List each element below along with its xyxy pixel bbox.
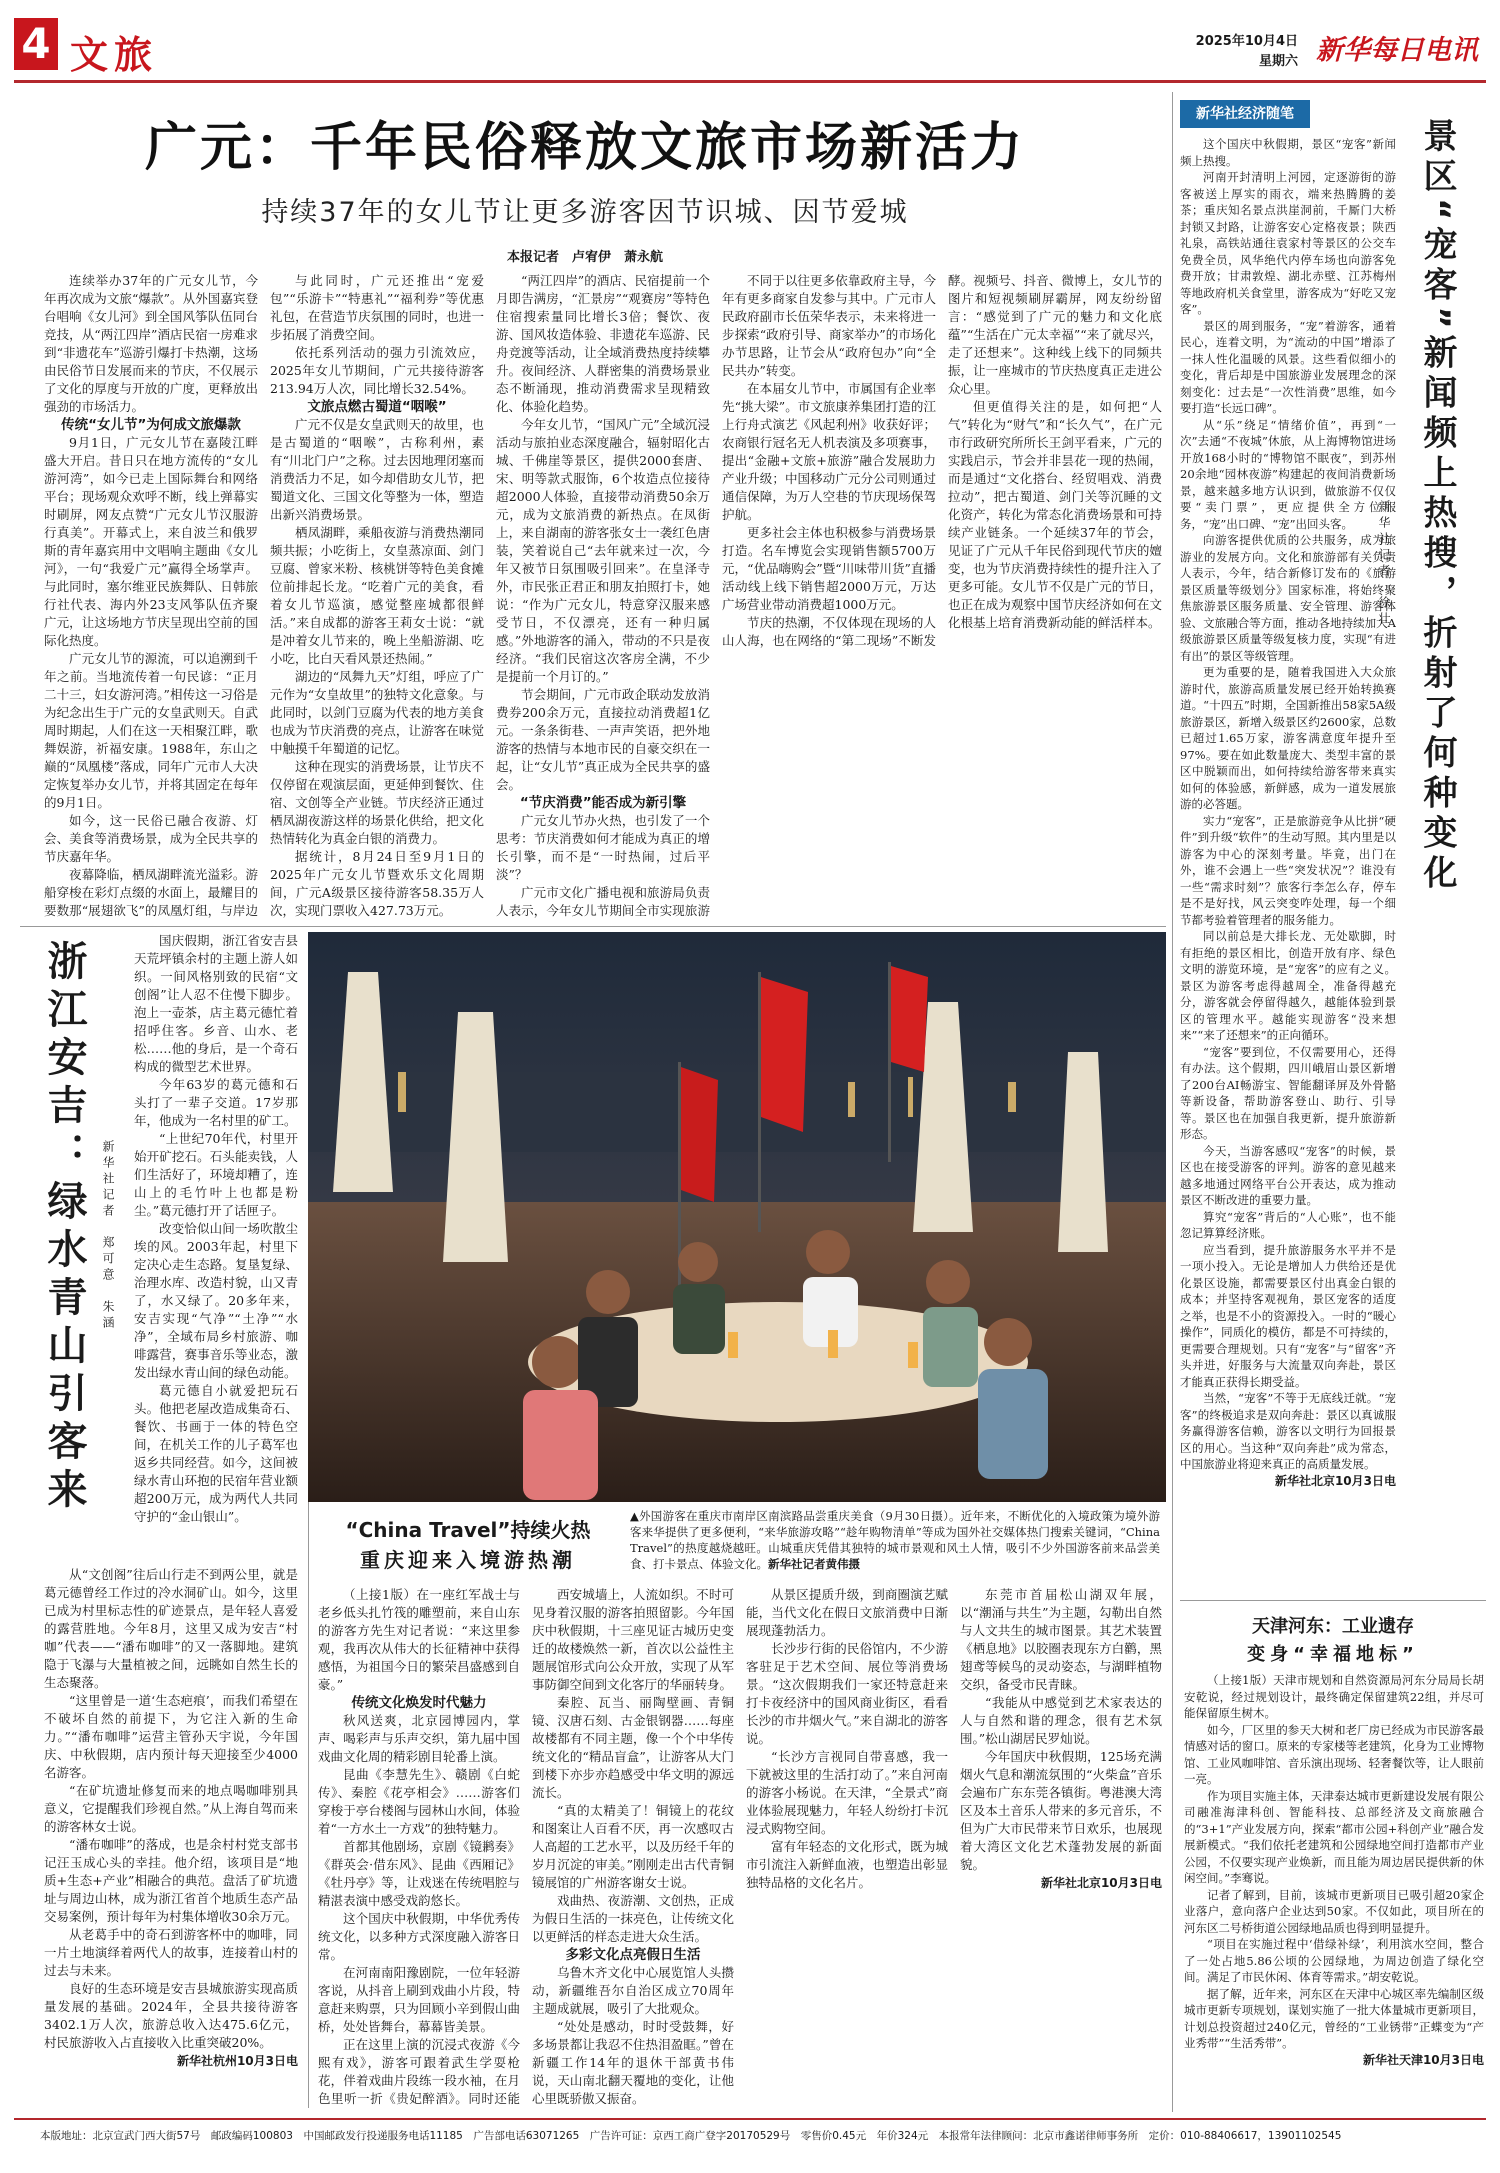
column-headline: 景区“宠客”新闻频上热搜，折射了何种变化 — [1417, 118, 1457, 895]
paragraph: 如今，厂区里的参天大树和老厂房已经成为市民游客最情感对话的窗口。原来的专家楼等老建筑，化身为工业博物馆、工业风咖啡馆、音乐演出现场、轻奢餐饮等，让人眼前一亮。 — [1184, 1722, 1484, 1786]
photo-caption-title-2: 重庆迎来入境游热潮 — [360, 1548, 576, 1572]
section-heading: 文旅点燃古蜀道“咽喉” — [307, 399, 447, 415]
paragraph: 乌鲁木齐文化中心展览馆人头攒动，新疆维吾尔自治区成立70周年主题成就展，吸引了大批观众。 — [532, 1965, 734, 2016]
zhejiang-col-1 — [134, 932, 298, 1560]
paragraph: 但更值得关注的是，如何把“人气”转化为“财气”和“长久气”，在广元市行政研究所所长王剑平看来，广元的实践启示，节会并非昙花一现的热闹，而是通过“文化搭台、经贸唱戏、消费拉动”，把古蜀道、剑门关等沉睡的文化资产，转化为常态化消费场景和可持续产业链条。一个延续37年的节会，见证了广元从千年民俗到现代节庆的嬗变，也为节庆消费持续性的提升注入了更多可能。女儿节不仅是广元的节日，也正在成为观察中国节庆经济如何在文化根基上培育消费新动能的鲜活样本。 — [948, 399, 1162, 630]
paragraph: 据统计，8月24日至9月1日的2025年广元女儿节暨欢乐文化周期间，广元A级景区接待游客58.35万人次，实现门票收入427.73万元。 — [270, 849, 484, 918]
paragraph: 算究“宠客”背后的“人心账”，也不能忽记算算经济账。 — [1180, 1209, 1396, 1240]
paragraph: 正在这里上演的沉浸式夜游《今熙有戏》，游客可跟着武生学耍枪花，伴着戏曲片段练一段水袖，在月色里听一折《贵妃醉酒》。同时还能 — [318, 2037, 520, 2106]
continued-col-2 — [532, 1586, 734, 2106]
tianjin-headline-1: 天津河东：工业遗存 — [1252, 1616, 1414, 1637]
photo-caption-title-1: “China Travel”持续火热 — [345, 1518, 591, 1542]
divider — [1172, 92, 1173, 2112]
paragraph: 广元女儿节办火热，也引发了一个思考：节庆消费如何才能成为真正的增长引擎，而不是“一时热闹，过后平淡”？ — [496, 813, 710, 882]
paragraph: 夜幕降临，栖凤湖畔流光溢彩。游船穿梭在彩灯点缀的水面上，最耀目的要数那“展翅欲飞”的凤凰灯组，与岸边 — [44, 867, 258, 918]
tianjin-headline-2: 变身“幸福地标” — [1247, 1644, 1419, 1665]
zhejiang-byline: 新华社记者 郑可意 朱涵 — [101, 1140, 115, 1332]
paragraph: 今年女儿节，“国风广元”全域沉浸活动与旅拍业态深度融合，辐射昭化古城、千佛崖等景区，提供2000套唐、宋、明等款式服饰，6个妆造点位接待超2000人体验，直接带动消费50余万元，成为文旅消费的新热点。在凤街上，来自湖南的游客张女士一袭红色唐装，笑着说自己“去年就来过一次，今年又被节日氛围吸引回来”。在皇泽寺外，市民张正君正和朋友拍照打卡，她说：“作为广元女儿，特意穿汉服来感受节日，不仅漂亮，还有一种归属感。”外地游客的涌入，带动的不只是夜经济。“我们民宿这次客房全满，不少是提前一个月订的。” — [496, 417, 710, 684]
paragraph: （上接1版）天津市规划和自然资源局河东分局局长胡安乾说，经过规划设计，最终确定保留建筑22组，并尽可能保留原生树木。 — [1184, 1673, 1484, 1720]
paragraph: 在河南南阳豫剧院，一位年轻游客说，从抖音上刷到戏曲小片段，特意赶来购票，只为回顾小辛到假山曲桥，处处皆舞台，幕幕皆美景。 — [318, 1965, 520, 2034]
paragraph: 节会期间，广元市政企联动发放消费券200余万元，直接拉动消费超1亿元。一条条街巷、一声声笑语，把外地游客的热情与本地市民的自豪交织在一起，让“女儿节”真正成为全民共享的盛会。 — [496, 687, 710, 792]
paragraph: 在本届女儿节中，市属国有企业率先“挑大梁”。市文旅康养集团打造的江上行舟式演艺《风起利州》收获好评；农商银行冠名无人机表演及多项赛事，提出“金融+文旅+旅游”融合发展助力产业升级；中国移动广元分公司则通过通信保障，为万人空巷的节庆现场保驾护航。 — [722, 381, 936, 522]
dateline: 新华社杭州10月3日电 — [176, 2054, 298, 2068]
paragraph: 戏曲热、夜游潮、文创热，正成为假日生活的一抹亮色，让传统文化以更鲜活的样态走进大众生活。 — [532, 1893, 734, 1944]
main-article-col-2 — [270, 272, 484, 920]
column-byline: 新华社记者 徐壮 — [1377, 500, 1391, 628]
paragraph: 从老葛手中的奇石到游客杯中的咖啡，同一片土地演绎着两代人的故事，连接着山村的过去与未来。 — [44, 1927, 298, 1978]
paragraph: 富有年轻态的文化形式，既为城市引流注入新鲜血液，也塑造出彰显独特品格的文化名片。 — [746, 1839, 948, 1890]
paragraph: “在矿坑遗址修复而来的地点喝咖啡别具意义，它提醒我们珍视自然。”从上海自驾而来的游客林女士说。 — [44, 1783, 298, 1834]
paragraph: “上世纪70年代，村里开始开矿挖石。石头能卖钱，人们生活好了，环境却糟了，连山上的毛竹叶上也都是粉尘。”葛元德打开了话匣子。 — [134, 1131, 298, 1218]
page-number: 4 — [14, 18, 58, 70]
main-subheadline: 持续37年的女儿节让更多游客因节识城、因节爱城 — [261, 197, 909, 228]
paragraph: 这种在现实的消费场景，让节庆不仅停留在观演层面，更延伸到餐饮、住宿、文创等全产业链。节庆经济正通过栖凤湖夜游这样的场景化供给，把文化热情转化为真金白银的消费力。 — [270, 759, 484, 846]
paragraph: 西安城墙上，人流如织。不时可见身着汉服的游客拍照留影。今年国庆中秋假期，十三座见证古城历史变迁的故楼焕然一新，首次以公益性主题展馆形式向公众开放，实现了从军事防御空间到文化客厅的华丽转身。 — [532, 1587, 734, 1692]
paragraph: 据了解，近年来，河东区在天津中心城区率先编制区级城市更新专项规划，谋划实施了一批大体量城市更新项目，计划总投资超过240亿元，曾经的“工业锈带”正蝶变为“产业秀带”“生活秀带”。 — [1184, 1986, 1484, 2050]
paragraph: 更为重要的是，随着我国进入大众旅游时代，旅游高质量发展已经开始转换赛道。“十四五”时期，全国新推出58家5A级旅游景区，新增入级景区约2600家，总数已超过1.65万家，游客满意度年提升至97%。要在如此数量庞大、类型丰富的景区中脱颖而出，如何持续给游客带来真实如何的体验感，新鲜感，成为一道发展旅游的必答题。 — [1180, 665, 1396, 811]
paragraph: 向游客提供优质的公共服务，成为旅游业的发展方向。文化和旅游部有关负责人表示，今年，结合新修订发布的《旅游景区质量等级划分》国家标准，将始终聚焦旅游景区服务质量、安全管理、游客体验、文旅融合等方面，推动各地持续加大A级旅游景区质量等级复核力度，实现“有进有出”的景区等级管理。 — [1180, 533, 1396, 663]
paragraph: 湖边的“凤舞九天”灯组，呼应了广元作为“女皇故里”的独特文化意象。与此同时，以剑门豆腐为代表的地方美食也成为节庆消费的亮点，让游客在味觉中触摸千年蜀道的记忆。 — [270, 669, 484, 756]
continued-col-3 — [746, 1586, 948, 2106]
footer-imprint: 本版地址：北京宣武门西大街57号 邮政编码100803 中国邮政发行投递服务电话11185 广告部电话63071265 广告许可证：京西工商广登字20170529号 零售价0.45元 年价324元 本报常年法律顾问：北京市鑫诺律师事务所 定价：010-88406617，13901102545 — [40, 2130, 1342, 2142]
paragraph: 广元女儿节的源流，可以追溯到千年之前。当地流传着一句民谚：“正月二十三，妇女游河湾。”相传这一习俗是为纪念出生于广元的女皇武则天。自武周时期起，人们在这一天相聚江畔，歌舞娱游，祈福安康。1988年，东山之巅的“凤凰楼”落成，同年广元市人大决定恢复举办女儿节，并将其固定在每年的9月1日。 — [44, 651, 258, 810]
paragraph: 广元市文化广播电视和旅游局负责人表示，今年女儿节期间全市实现旅游 — [496, 885, 710, 918]
paragraph: 如今，这一民俗已融合夜游、灯会、美食等消费场景，成为全民共享的节庆嘉年华。 — [44, 813, 258, 864]
zhejiang-headline: 浙江安吉：绿水青山引客来 — [41, 940, 87, 1516]
section-heading: 多彩文化点亮假日生活 — [565, 1947, 701, 1963]
paragraph: 当然，“宠客”不等于无底线迁就。“宠客”的终极追求是双向奔赴：景区以真诚服务赢得游客信赖，游客以文明行为回报景区的用心。当这种“双向奔赴”成为常态，中国旅游业将迎来真正的高质量发展。 — [1180, 1391, 1396, 1471]
paragraph: “长沙方言视同自带喜感，我一下就被这里的生活打动了。”来自河南的游客小杨说。在天津，“全景式”商业体验展现魅力，年轻人纷纷打卡沉浸式购物空间。 — [746, 1749, 948, 1836]
news-photo — [308, 932, 1166, 1502]
dateline: 新华社北京10月3日电 — [1274, 1473, 1396, 1488]
paragraph: 节庆的热潮，不仅体现在现场的人山人海，也在网络的“第二现场”不断发酵。视频号、抖音、微博上，女儿节的图片和短视频刷屏霸屏，网友纷纷留言：“感觉到了广元的魅力和文化底蕴”“生活在广元太幸福”“来了就尽兴，走了还想来”。这种线上线下的同频共振，让一座城市的节庆热度真正走进公众心里。 — [722, 273, 1162, 648]
paragraph: 作为项目实施主体，天津泰达城市更新建设发展有限公司融准海津科创、智能科技、总部经济及文商旅融合的“3+1”产业发展方向，探索“都市公园+科创产业”融合发展新模式。“我们依托老建筑和公园绿地空间打造都市产业公园，不仅要实现产业焕新，而且能为周边居民提供新的休闲空间。”李骞说。 — [1184, 1788, 1484, 1885]
column-label: 新华社经济随笔 — [1180, 100, 1310, 128]
paragraph: 葛元德自小就爱把玩石头。他把老屋改造成集奇石、餐饮、书画于一体的特色空间，在机关工作的儿子葛军也返乡共同经营。如今，这间被绿水青山环抱的民宿年营业额超200万元，成为两代人共同守护的“金山银山”。 — [134, 1383, 298, 1524]
paragraph: 东莞市首届松山湖双年展，以“潮涌与共生”为主题，勾勒出自然与人文共生的城市图景。其艺术装置《栖息地》以胶圈表现东方白鹳，黑翅鸢等候鸟的灵动姿态，与湖畔植物交织，备受市民青睐。 — [960, 1587, 1162, 1692]
main-headline: 广元：千年民俗释放文旅市场新活力 — [144, 118, 1025, 178]
header-rule — [14, 80, 1486, 83]
divider — [20, 926, 1166, 927]
paragraph: 广元不仅是女皇武则天的故里，也是古蜀道的“咽喉”，古称利州，素有“川北门户”之称。过去因地理闭塞而消费活力不足，如今却借助女儿节，把蜀道文化、三国文化等整为一体，塑造出新兴消费场景。 — [270, 417, 484, 522]
paragraph: 实力“宠客”，正是旅游竞争从比拼“硬件”到升级“软件”的生动写照。其内里是以游客为中心的深刻考量。毕竟，出门在外，谁不会遇上一些“突发状况”？谁没有一些“需求时刻”？旅客行李怎么存，停车是不是好找，风云突变咋处理，每一个细节都考验着管理者的服务能力。 — [1180, 813, 1396, 927]
paragraph: “处处是感动，时时受鼓舞，好多场景都让我忍不住热泪盈眶。”曾在新疆工作14年的退休干部黄书伟说，天山南北翻天覆地的变化，让他心里既骄傲又振奋。 — [532, 2019, 734, 2106]
footer-rule — [14, 2118, 1486, 2120]
paragraph: 秋风送爽，北京园博园内，掌声、喝彩声与乐声交织，第九届中国戏曲文化周的精彩剧目轮番上演。 — [318, 1713, 520, 1764]
paragraph: “真的太精美了！铜镜上的花纹和图案让人百看不厌，再一次感叹古人高超的工艺水平，以及历经千年的岁月沉淀的审美。”刚刚走出古代青铜镜展馆的广州游客谢女士说。 — [532, 1803, 734, 1890]
paragraph: “我能从中感觉到艺术家表达的人与自然和谐的理念，很有艺术氛围。”松山湖居民罗灿说。 — [960, 1695, 1162, 1746]
paragraph: 同以前总是大排长龙、无处歇脚，时有拒绝的景区相比，创造开放有序、绿色文明的游览环境，是“宠客”的应有之义。景区为游客考虑得越周全，准备得越充分，游客就会停留得越久，越能体验到景区的管理水平。越能实现游客“没来想来”“来了还想来”的正向循环。 — [1180, 929, 1396, 1042]
issue-date: 2025年10月4日 — [1195, 34, 1298, 49]
photo-credit: 新华社记者黄伟摄 — [768, 1557, 860, 1571]
continued-col-1 — [318, 1586, 520, 2106]
paragraph: 长沙步行街的民俗馆内，不少游客驻足于艺术空间、展位等消费场景。“这次假期我们一家还特意赶来打卡夜经济中的国风商业街区，看看长沙的市井烟火气。”来自湖北的游客说。 — [746, 1641, 948, 1746]
paragraph: 从景区提质升级，到商圈演艺赋能，当代文化在假日文旅消费中日渐展现蓬勃活力。 — [746, 1587, 948, 1638]
page-header — [0, 0, 1500, 78]
tianjin-body — [1184, 1672, 1484, 2108]
paragraph: 景区的周到服务，“宠”着游客，通着民心，连着文明，为“流动的中国”增添了一抹人性化温暖的风景。这些看似细小的变化，背后却是中国旅游业发展理念的深刻变化：过去是“一次性消费”思维，如今要打造“长远口碑”。 — [1180, 318, 1396, 415]
column-body — [1180, 136, 1396, 1594]
paragraph: 9月1日，广元女儿节在嘉陵江畔盛大开启。昔日只在地方流传的“女儿游河湾”，如今已走上国际舞台和网络平台；现场观众欢呼不断，线上弹幕实时刷屏，网友点赞“广元女儿节汉服游行真美”。开幕式上，来自波兰和俄罗斯的青年嘉宾用中文唱响主题曲《女儿河》，一句“我爱广元”赢得全场掌声。与此同时，塞尔维亚民族舞队、日韩旅行社代表、海内外23支风筝队伍齐聚广元，让这场地方节庆呈现出空前的国际化热度。 — [44, 435, 258, 648]
zhejiang-col-2 — [44, 1566, 298, 2106]
issue-weekday: 星期六 — [1258, 54, 1298, 69]
paragraph: 良好的生态环境是安吉县城旅游实现高质量发展的基础。2024年，全县共接待游客3402.1万人次，旅游总收入达475.6亿元，村民旅游收入占直接收入比重突破20%。 — [44, 1981, 298, 2050]
paragraph: 今年63岁的葛元德和石头打了一辈子交道。17岁那年，他成为一名村里的矿工。 — [134, 1077, 298, 1128]
paragraph: “这里曾是一道‘生态疤痕’，而我们希望在不破坏自然的前提下，为它注入新的生命力。”“潘布咖啡”运营主管孙天宇说，今年国庆、中秋假期，店内预计每天迎接至少4000名游客。 — [44, 1693, 298, 1780]
photo-caption-block — [308, 1502, 1166, 1582]
paragraph: （上接1版）在一座红军战士与老乡低头扎竹筏的雕塑前，来自山东的游客方先生对记者说：“来这里参观，我再次从伟大的长征精神中获得感悟，为祖国今日的繁荣昌盛感到自豪。” — [318, 1587, 520, 1692]
paragraph: 记者了解到，目前，该城市更新项目已吸引超20家企业落户，意向落户企业达到50家。不仅如此，项目所在的河东区二号桥街道公园绿地品质也得到明显提升。 — [1184, 1887, 1484, 1935]
paragraph: “项目在实施过程中‘借绿补绿’，利用滨水空间，整合了一处占地5.86公顷的公园绿地，为周边创造了绿化空间。满足了市民休闲、体育等需求。”胡安乾说。 — [1184, 1937, 1484, 1984]
main-article-col-1 — [44, 272, 258, 920]
paragraph: 首都其他剧场，京剧《镜鹣奏》《群英会·借东风》、昆曲《西厢记》《牡丹亭》等，让戏迷在传统唱腔与精湛表演中感受戏韵悠长。 — [318, 1839, 520, 1908]
section-heading: 传统文化焕发时代魅力 — [351, 1695, 487, 1711]
paragraph: 从“乐”绕足“情绪价值”，再到“一次”去通“不夜城”休旅，从上海博物馆进场开放168小时的“博物馆不眠夜”，到苏州20余地“园林夜游”构建起的夜间消费新场景，越来越多地方认识到，做旅游不仅仅要“卖门票”，更应提供全方位服务，“宠”出口碑、“宠”出回头客。 — [1180, 417, 1396, 531]
paragraph: 更多社会主体也积极参与消费场景打造。名车博览会实现销售额5700万元，“优品嗨购会”暨“川味带川货”直播活动线上线下销售超2000万元，万达广场营业带动消费超1000万元。 — [722, 525, 936, 612]
paragraph: 栖凤湖畔，乘船夜游与消费热潮同频共振；小吃街上，女皇蒸凉面、剑门豆腐、曾家米粉、核桃饼等特色美食摊位前排起长龙。“吃着广元的美食，看着女儿节巡演，感觉整座城都很鲜活。”来自成都的游客王莉女士说：“就是冲着女儿节来的，晚上坐船游湖、吃小吃，比白天看风景还热闹。” — [270, 525, 484, 666]
paragraph: 这个国庆中秋假期，景区“宠客”新闻频上热搜。 — [1180, 137, 1396, 168]
paragraph: 今天，当游客感叹“宠客”的时候，景区也在接受游客的评判。游客的意见越来越多地通过网络平台公开表达，成为推动景区不断改进的重要力量。 — [1180, 1143, 1396, 1207]
paragraph: 不同于以往更多依靠政府主导，今年有更多商家自发参与其中。广元市人民政府副市长伍荣华表示，未来将进一步探索“政府引导、商家举办”的市场化办节思路，让节会从“政府包办”向“全民共办”转变。 — [722, 273, 936, 378]
main-lead: 连续举办37年的广元女儿节，今年再次成为文旅“爆款”。从外国嘉宾登台唱响《女儿河》到全国风筝队伍同台竞技，从“两江四岸”酒店民宿一房难求到“非遗花车”巡游引爆打卡热潮，这场由民俗节日发展而来的节庆，不仅展示了文化的厚度与开放的广度，更释放出强劲的市场活力。 — [44, 273, 258, 414]
paragraph: 改变恰似山间一场吹散尘埃的风。2003年起，村里下定决心走生态路。复垦复绿、治理水库、改造村貌，山又青了，水又绿了。20多年来，安吉实现“气净”“土净”“水净”，全域布局乡村旅游、咖啡露营，赛事音乐等业态，激发出绿水青山间的绿色动能。 — [134, 1221, 298, 1380]
section-name: 文旅 — [70, 32, 159, 77]
paragraph: 河南开封清明上河园，定逐游街的游客被送上厚实的雨衣，端来热腾腾的姜茶；重庆知名景点洪崖洞前，千厮门大桥封锁又封路，让游客安心定格夜景；陕西礼泉，高铁站通往袁家村等景区的公交车免费全员，风华绝代内停车场也向游客免费开放；甘肃敦煌、湖北赤壁、江苏梅州等地政府机关食堂里，游客成为“好吃又宠客”。 — [1180, 170, 1396, 316]
section-heading: “节庆消费”能否成为新引擎 — [519, 795, 687, 811]
paragraph: 今年国庆中秋假期，125场充满烟火气息和潮流氛围的“火柴盒”音乐会遍布广东东莞各镇街。粤港澳大湾区及本土音乐人带来的多元音乐，不但为广大市民带来节日欢乐，也展现着大湾区文化艺术蓬勃发展的新面貌。 — [960, 1749, 1162, 1872]
paragraph: 从“文创阁”往后山行走不到两公里，就是葛元德曾经工作过的冷水洞矿山。如今，这里已成为村里标志性的矿迹景点，是年轻人喜爱的露营胜地。今年8月，这里又成为安吉“村咖”代表——“潘布咖啡”的又一落脚地。建筑隐于飞瀑与大量植被之间，远眺如自然生长的生态聚落。 — [44, 1567, 298, 1690]
dateline: 新华社北京10月3日电 — [1040, 1876, 1162, 1890]
main-byline: 本报记者 卢宥伊 萧永航 — [506, 250, 663, 265]
paragraph: “两江四岸”的酒店、民宿提前一个月即告满房，“汇景房”“观赛房”等特色住宿搜索量同比增长3倍；餐饮、夜游、国风妆造体验、非遗花车巡游、民舟竞渡等活动，让全域消费热度持续攀升。夜间经济、人群密集的消费场景业态不断涌现，推动消费需求呈现精致化、体验化趋势。 — [496, 273, 710, 414]
paragraph: 昆曲《李慧先生》、赣剧《白蛇传》、秦腔《花亭相会》……游客们穿梭于亭台楼阁与园林山水间，体验着“一方水土一方戏”的独特魅力。 — [318, 1767, 520, 1836]
photo-caption-text — [630, 1508, 1160, 1572]
paragraph: “潘布咖啡”的落成，也是余村村党支部书记汪玉成心头的幸挂。他介绍，该项目是“地质+生态+产业”相融合的典范。盘活了矿坑遗址与周边山林，成为浙江省首个地质生态产品交易案例，预计每年为村集体增收30余万元。 — [44, 1837, 298, 1924]
paragraph: 与此同时，广元还推出“宠爱包”“乐游卡”“特惠礼”“福利券”等优惠礼包，在营造节庆氛围的同时，也进一步拓展了消费空间。 — [270, 273, 484, 342]
main-article-col-3 — [496, 272, 710, 920]
divider — [1180, 1600, 1486, 1601]
continued-col-4 — [960, 1586, 1162, 2106]
paragraph: 秦腔、瓦当、丽陶壁画、青铜镜、汉唐石刻、古金银钢器……每座故楼都有不同主题，像一个个中华传统文化的“精品盲盒”，让游客从大门到楼下亦步亦趋感受中华文明的源远流长。 — [532, 1695, 734, 1800]
restaurant-night-photo — [308, 932, 1166, 1502]
caption-text: ▲外国游客在重庆市南岸区南滨路品尝重庆美食（9月30日摄）。近年来，不断优化的入境政策为境外游客来华提供了更多便利，“来华旅游攻略”“趁年购物清单”等成为国外社交媒体热门搜索关键词，“China Travel”的热度越烧越旺。山城重庆凭借其独特的城市景观和风土人情，吸引不少外国游客前来品尝美食、打卡景点、体验文化。 — [630, 1509, 1160, 1571]
paragraph: 应当看到，提升旅游服务水平并不是一项小投入。无论是增加人力供给还是优化景区设施，都需要景区付出真金白银的成本；并坚持客观视角，景区宠客的适度之举，也是不小的资源投入。一时的“暖心操作”，同质化的模仿，都是不可持续的，更需要合理规划。只有“宠客”与“留客”齐头并进，好服务与大流量双向奔赴，景区才能真正获得长期受益。 — [1180, 1242, 1396, 1389]
paragraph: 国庆假期，浙江省安吉县天荒坪镇余村的主题上游人如织。一间风格别致的民宿“文创阁”让人忍不住慢下脚步。泡上一壶茶，店主葛元德忙着招呼住客。乡音、山水、老松……他的身后，是一个奇石构成的微型艺术世界。 — [134, 933, 298, 1074]
paragraph: “宠客”要到位，不仅需要用心，还得有办法。这个假期，四川峨眉山景区新增了200台AI畅游宝、智能翻译屏及外骨骼等新设备，帮助游客登山、助行、引导等。景区也在加强自我更新，提升旅游新形态。 — [1180, 1044, 1396, 1141]
main-article-col-4 — [722, 272, 1162, 920]
dateline: 新华社天津10月3日电 — [1362, 2052, 1484, 2067]
section-heading: 传统“女儿节”为何成文旅爆款 — [61, 417, 241, 433]
paragraph: 这个国庆中秋假期，中华优秀传统文化，以多种方式深度融入游客日常。 — [318, 1911, 520, 1962]
newspaper-logo: 新华每日电讯 — [1316, 35, 1478, 66]
paragraph: 依托系列活动的强力引流效应，2025年女儿节期间，广元共接待游客213.94万人次，同比增长32.54%。 — [270, 345, 484, 396]
